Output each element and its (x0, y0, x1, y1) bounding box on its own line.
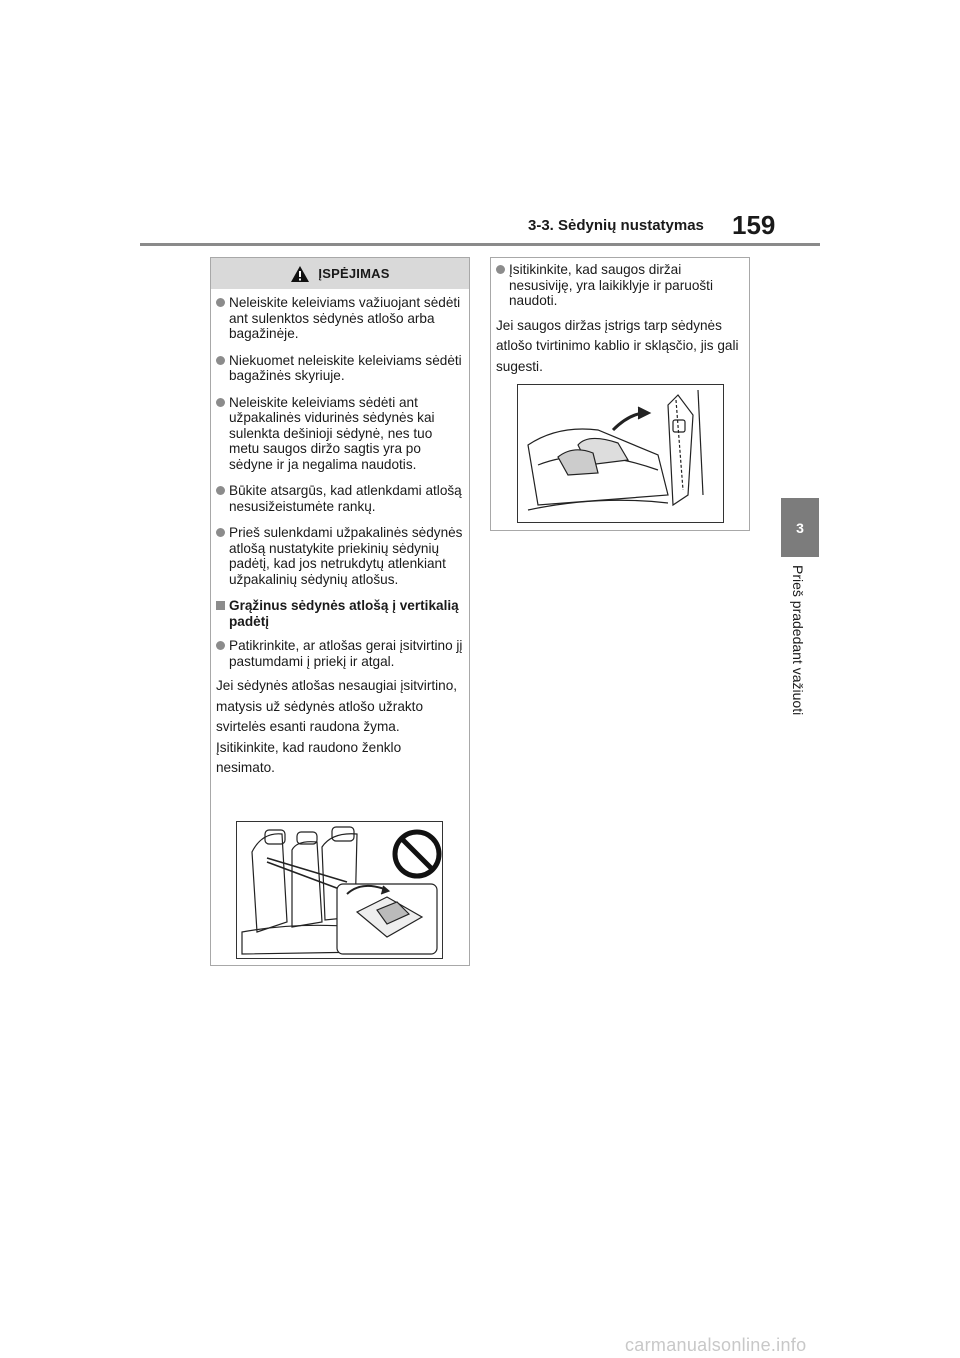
warning-title: ĮSPĖJIMAS (318, 266, 390, 281)
seat-latch-prohibited-illustration (236, 821, 443, 959)
list-item: Niekuomet neleiskite keleiviams sėdėti bagažinės skyriuje. (216, 353, 463, 384)
list-item: Būkite atsargūs, kad atlenkdami atlošą nesusižeistumėte rankų. (216, 483, 463, 514)
subheading: Grąžinus sėdynės atlošą į vertikalią padėtį (216, 598, 463, 629)
watermark: carmanualsonline.info (625, 1335, 807, 1355)
chapter-tab: 3 (781, 498, 819, 557)
warning-triangle-icon (290, 265, 310, 283)
warning-paragraph: Jei sėdynės atlošas nesaugiai įsitvirtino, matysis už sėdynės atlošo užrakto svirtelės esanti raudona žyma. Įsitikinkite, kad raudono ženklo nesimato. (216, 678, 458, 775)
page-number: 159 (732, 210, 776, 240)
list-item: Neleiskite keleiviams sėdėti ant užpakalinės vidurinės sėdynės kai sulenkta dešinioji sėdynė, nes tuo metu saugos diržo sagtis yra po sėdyne ir ja negalima naudotis. (216, 395, 463, 473)
list-item: Įsitikinkite, kad saugos diržai nesusiviję, yra laikiklyje ir paruošti naudoti. (496, 262, 743, 309)
section-title: 3-3. Sėdynių nustatymas (528, 217, 704, 234)
info-paragraph: Jei saugos diržas įstrigs tarp sėdynės atlošo tvirtinimo kablio ir skląsčio, jis gali sugesti. (496, 317, 739, 374)
header-divider (140, 243, 820, 246)
chapter-title: Prieš pradedant važiuoti (790, 565, 806, 716)
list-item: Patikrinkite, ar atlošas gerai įsitvirtino jį pastumdami į priekį ir atgal. (216, 638, 463, 669)
warning-header (211, 258, 469, 289)
list-item: Neleiskite keleiviams važiuojant sėdėti ant sulenktos sėdynės atlošo arba bagažinėje. (216, 295, 463, 342)
seatback-fold-seatbelt-illustration (517, 384, 724, 523)
list-item: Prieš sulenkdami užpakalinės sėdynės atlošą nustatykite priekinių sėdynių padėtį, kad jos netrukdytų atlenkiant užpakalinių sėdynių atlošus. (216, 525, 463, 587)
